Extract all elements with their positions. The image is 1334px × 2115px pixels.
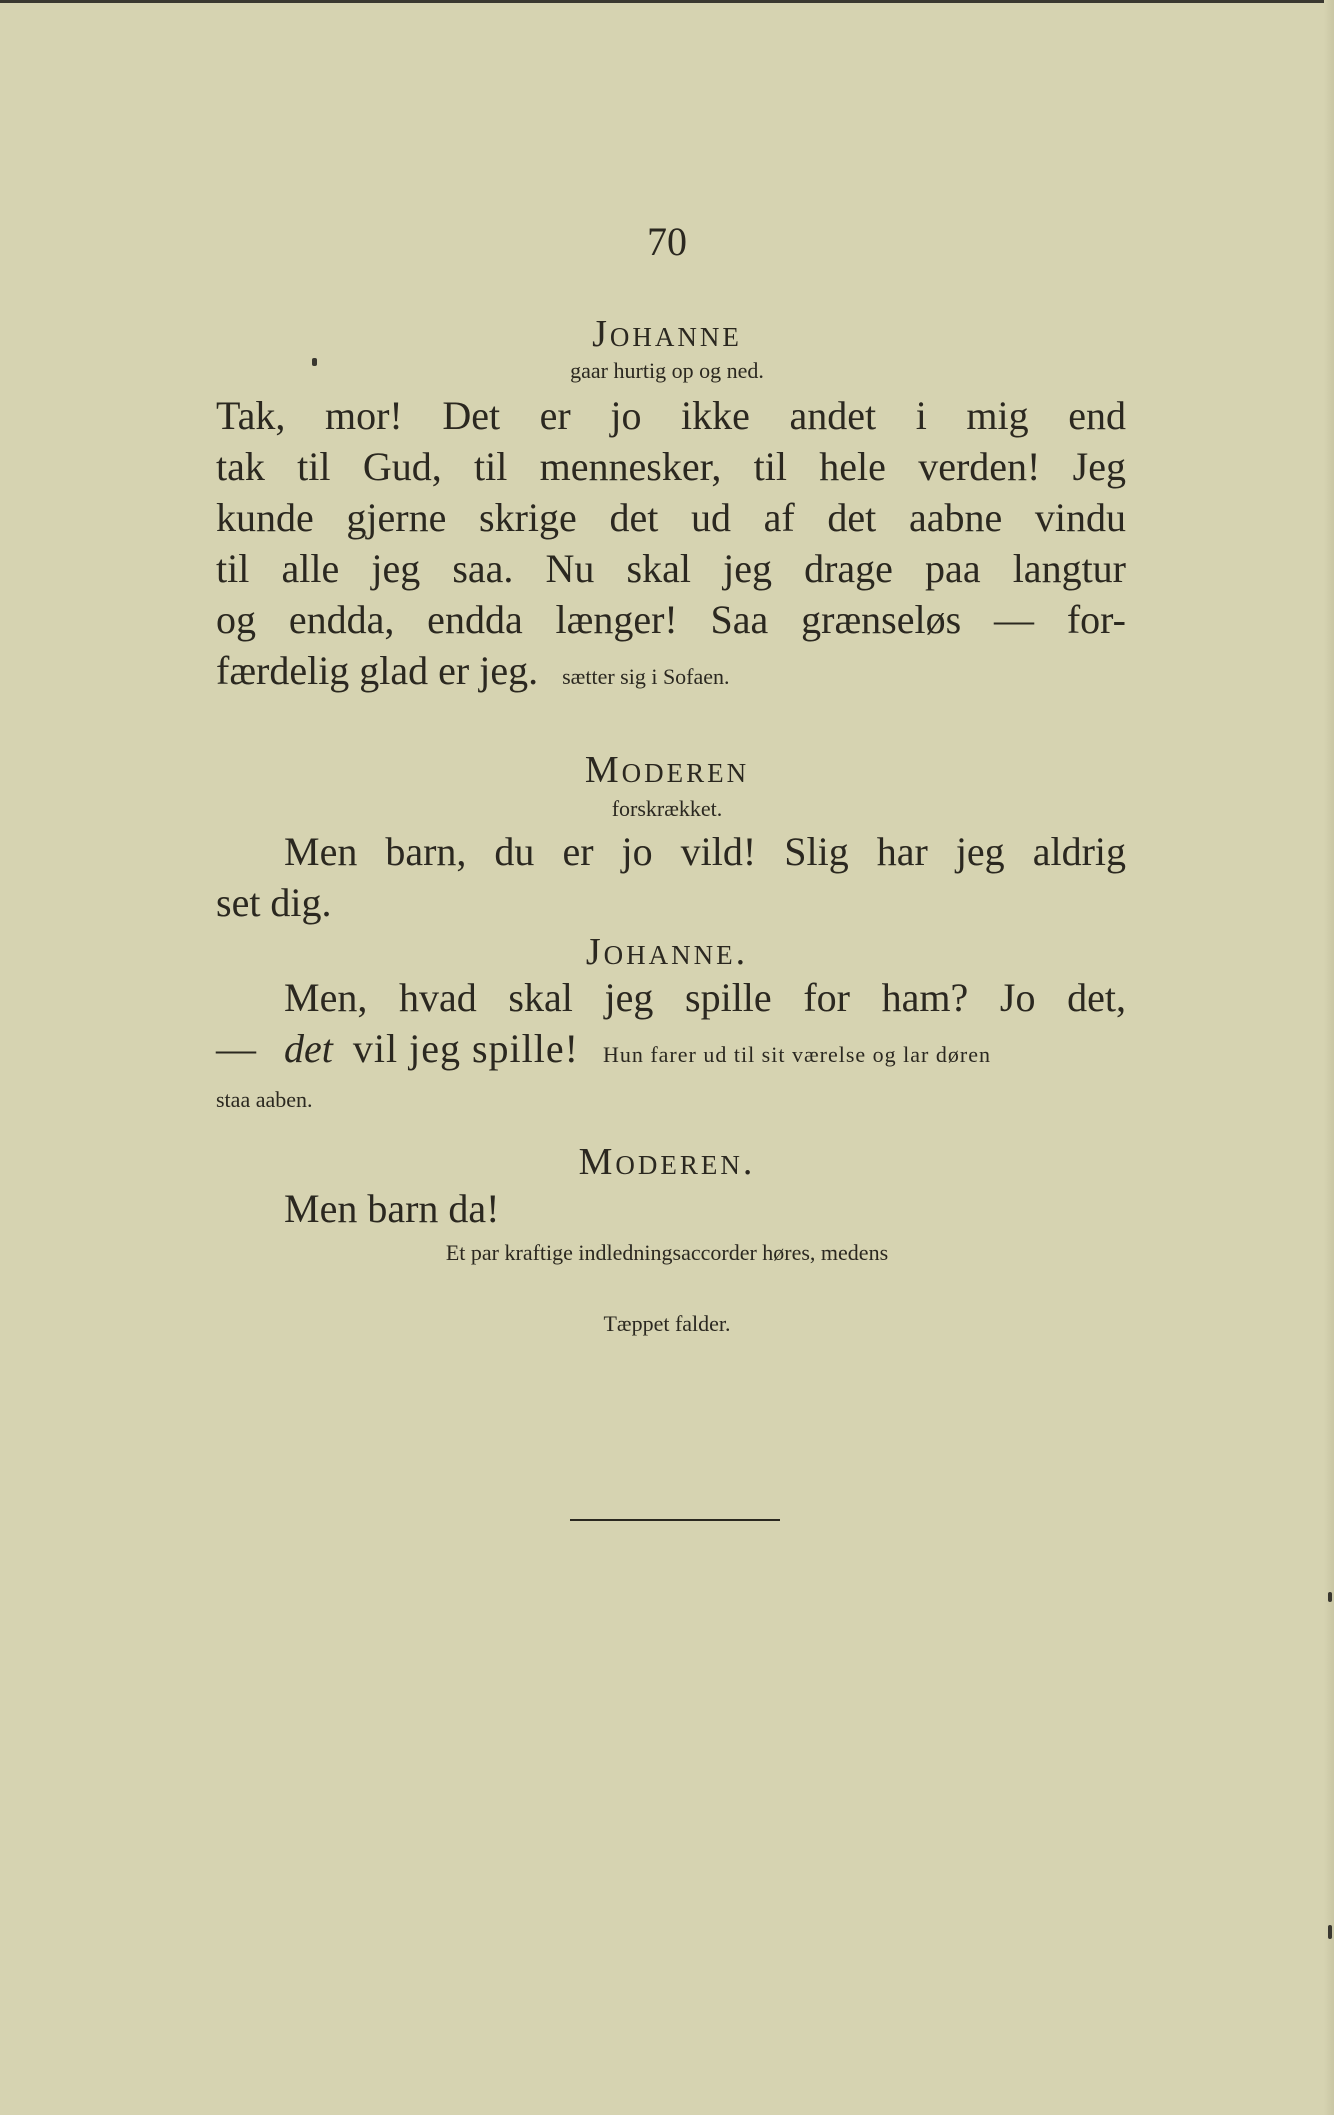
speaker-moderen: Moderen. xyxy=(578,1141,756,1183)
ink-speck xyxy=(1328,1592,1332,1602)
stage-direction: Hun farer ud til sit værelse og lar døren xyxy=(602,1042,991,1067)
stage-direction: forskrækket. xyxy=(611,796,723,821)
speaker-johanne: Johanne. xyxy=(585,931,749,973)
speech-line: Men barn, du er jo vild! Slig har jeg aldrig xyxy=(284,829,1126,874)
speaker-johanne: Johanne xyxy=(592,313,742,355)
speech-text: vil jeg spille! xyxy=(352,1026,579,1071)
stage-direction: gaar hurtig op og ned. xyxy=(570,358,764,383)
closing-rule xyxy=(570,1519,780,1521)
speech-dash: — xyxy=(216,1026,256,1071)
speech-emphasis: det xyxy=(284,1026,333,1071)
page-top-edge xyxy=(0,0,1334,3)
speech-line: Tak, mor! Det er jo ikke andet i mig end xyxy=(216,393,1126,438)
stage-direction: Et par kraftige indledningsaccorder høres, medens xyxy=(445,1240,889,1265)
speech-line: Men barn da! xyxy=(284,1186,500,1231)
stage-direction: Tæppet falder. xyxy=(603,1311,731,1336)
speech-line xyxy=(216,1025,1126,1072)
speech-line: Men, hvad skal jeg spille for ham? Jo det, xyxy=(284,975,1126,1020)
speech-line xyxy=(216,647,730,694)
speech-line: til alle jeg saa. Nu skal jeg drage paa langtur xyxy=(216,546,1126,591)
stage-direction: sætter sig i Sofaen. xyxy=(562,664,730,689)
speaker-moderen: Moderen xyxy=(584,749,750,791)
ink-speck xyxy=(1328,1925,1332,1939)
speech-line: og endda, endda længer! Saa grænseløs — for- xyxy=(216,597,1126,642)
speech-line: set dig. xyxy=(216,880,332,925)
speech-line: kunde gjerne skrige det ud af det aabne vindu xyxy=(216,495,1126,540)
page-number: 70 xyxy=(647,219,687,264)
stage-direction: staa aaben. xyxy=(216,1087,313,1112)
speech-line: tak til Gud, til mennesker, til hele verden! Jeg xyxy=(216,444,1126,489)
speech-text: færdelig glad er jeg. xyxy=(216,648,539,693)
